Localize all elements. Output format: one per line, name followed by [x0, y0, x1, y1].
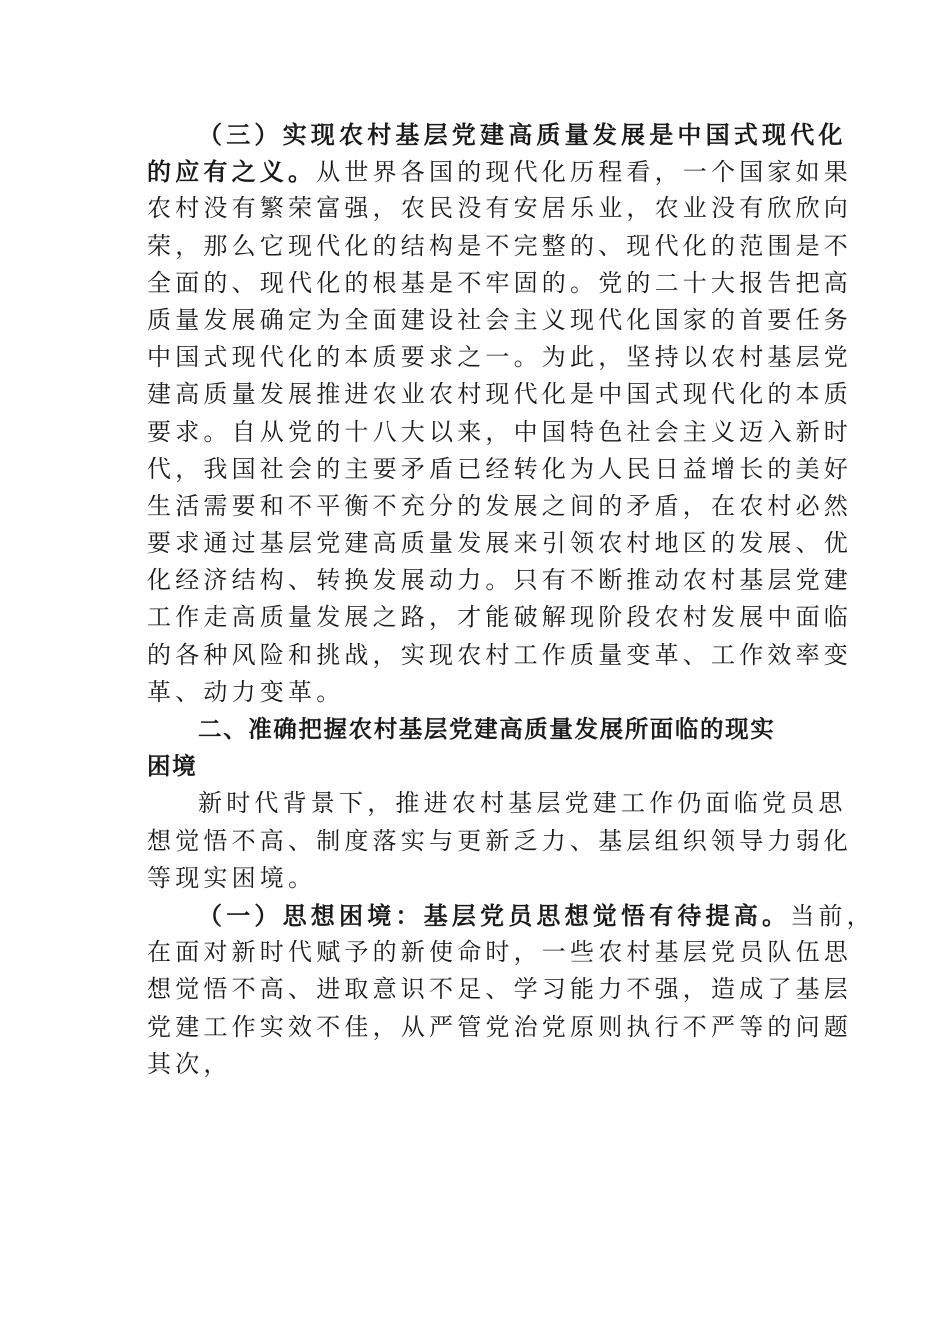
text-line: 工作走高质量发展之路，才能破解现阶段农村发展中面临 — [147, 603, 852, 632]
text-line: 要求。自从党的十八大以来，中国特色社会主义迈入新时 — [147, 417, 852, 446]
text-line — [147, 116, 847, 153]
document-body — [147, 116, 875, 1083]
text-line — [147, 897, 875, 934]
text-line: 其次， — [147, 1049, 232, 1078]
text-line: 新时代背景下，推进农村基层党建工作仍面临党员思 — [198, 789, 847, 818]
bold-lead-text: 的应有之义。 — [147, 157, 317, 187]
paragraph-section-three — [147, 116, 853, 711]
text-line: 全面的、现代化的根基是不牢固的。党的二十大报告把高 — [147, 268, 852, 297]
paragraph-section-one — [147, 897, 875, 1083]
heading-line: 二、准确把握农村基层党建高质量发展所面临的现实 — [198, 715, 776, 743]
text-line: 荣，那么它现代化的结构是不完整的、现代化的范围是不 — [147, 231, 852, 260]
text-line: 党建工作实效不佳，从严管党治党原则执行不严等的问题 — [147, 1012, 852, 1041]
text-line: 在面对新时代赋予的新使命时，一些农村基层党员队伍思 — [147, 938, 852, 967]
text-line: 农村没有繁荣富强，农民没有安居乐业，农业没有欣欣向 — [147, 194, 852, 223]
bold-lead-text: （一）思想困境：基层党员思想觉悟有待提高。 — [198, 900, 791, 930]
text-line: 中国式现代化的本质要求之一。为此，坚持以农村基层党 — [147, 343, 852, 372]
paragraph-intro — [147, 785, 852, 897]
text-line: 想觉悟不高、制度落实与更新乏力、基层组织领导力弱化 — [147, 826, 852, 855]
text-line: 生活需要和不平衡不充分的发展之间的矛盾，在农村必然 — [147, 491, 852, 520]
text-line: 要求通过基层党建高质量发展来引领农村地区的发展、优 — [147, 529, 852, 558]
text-line: 想觉悟不高、进取意识不足、学习能力不强，造成了基层 — [147, 975, 852, 1004]
section-heading-two — [147, 711, 807, 785]
heading-line: 困境 — [147, 752, 198, 781]
bold-lead-text: （三）实现农村基层党建高质量发展是中国式现代化 — [198, 120, 847, 149]
text-line: 代，我国社会的主要矛盾已经转化为人民日益增长的美好 — [147, 454, 852, 483]
text-line: 化经济结构、转换发展动力。只有不断推动农村基层党建 — [147, 566, 852, 595]
line-text: 从世界各国的现代化历程看，一个国家如果 — [316, 158, 853, 187]
line-text: 当前， — [790, 901, 875, 930]
text-line: 的各种风险和挑战，实现农村工作质量变革、工作效率变 — [147, 640, 852, 669]
text-line: 建高质量发展推进农业农村现代化是中国式现代化的本质 — [147, 380, 852, 409]
text-line: 质量发展确定为全面建设社会主义现代化国家的首要任务 — [147, 305, 852, 334]
text-line: 等现实困境。 — [147, 863, 317, 892]
text-line: 革、动力变革。 — [147, 677, 345, 706]
text-line — [147, 153, 853, 190]
